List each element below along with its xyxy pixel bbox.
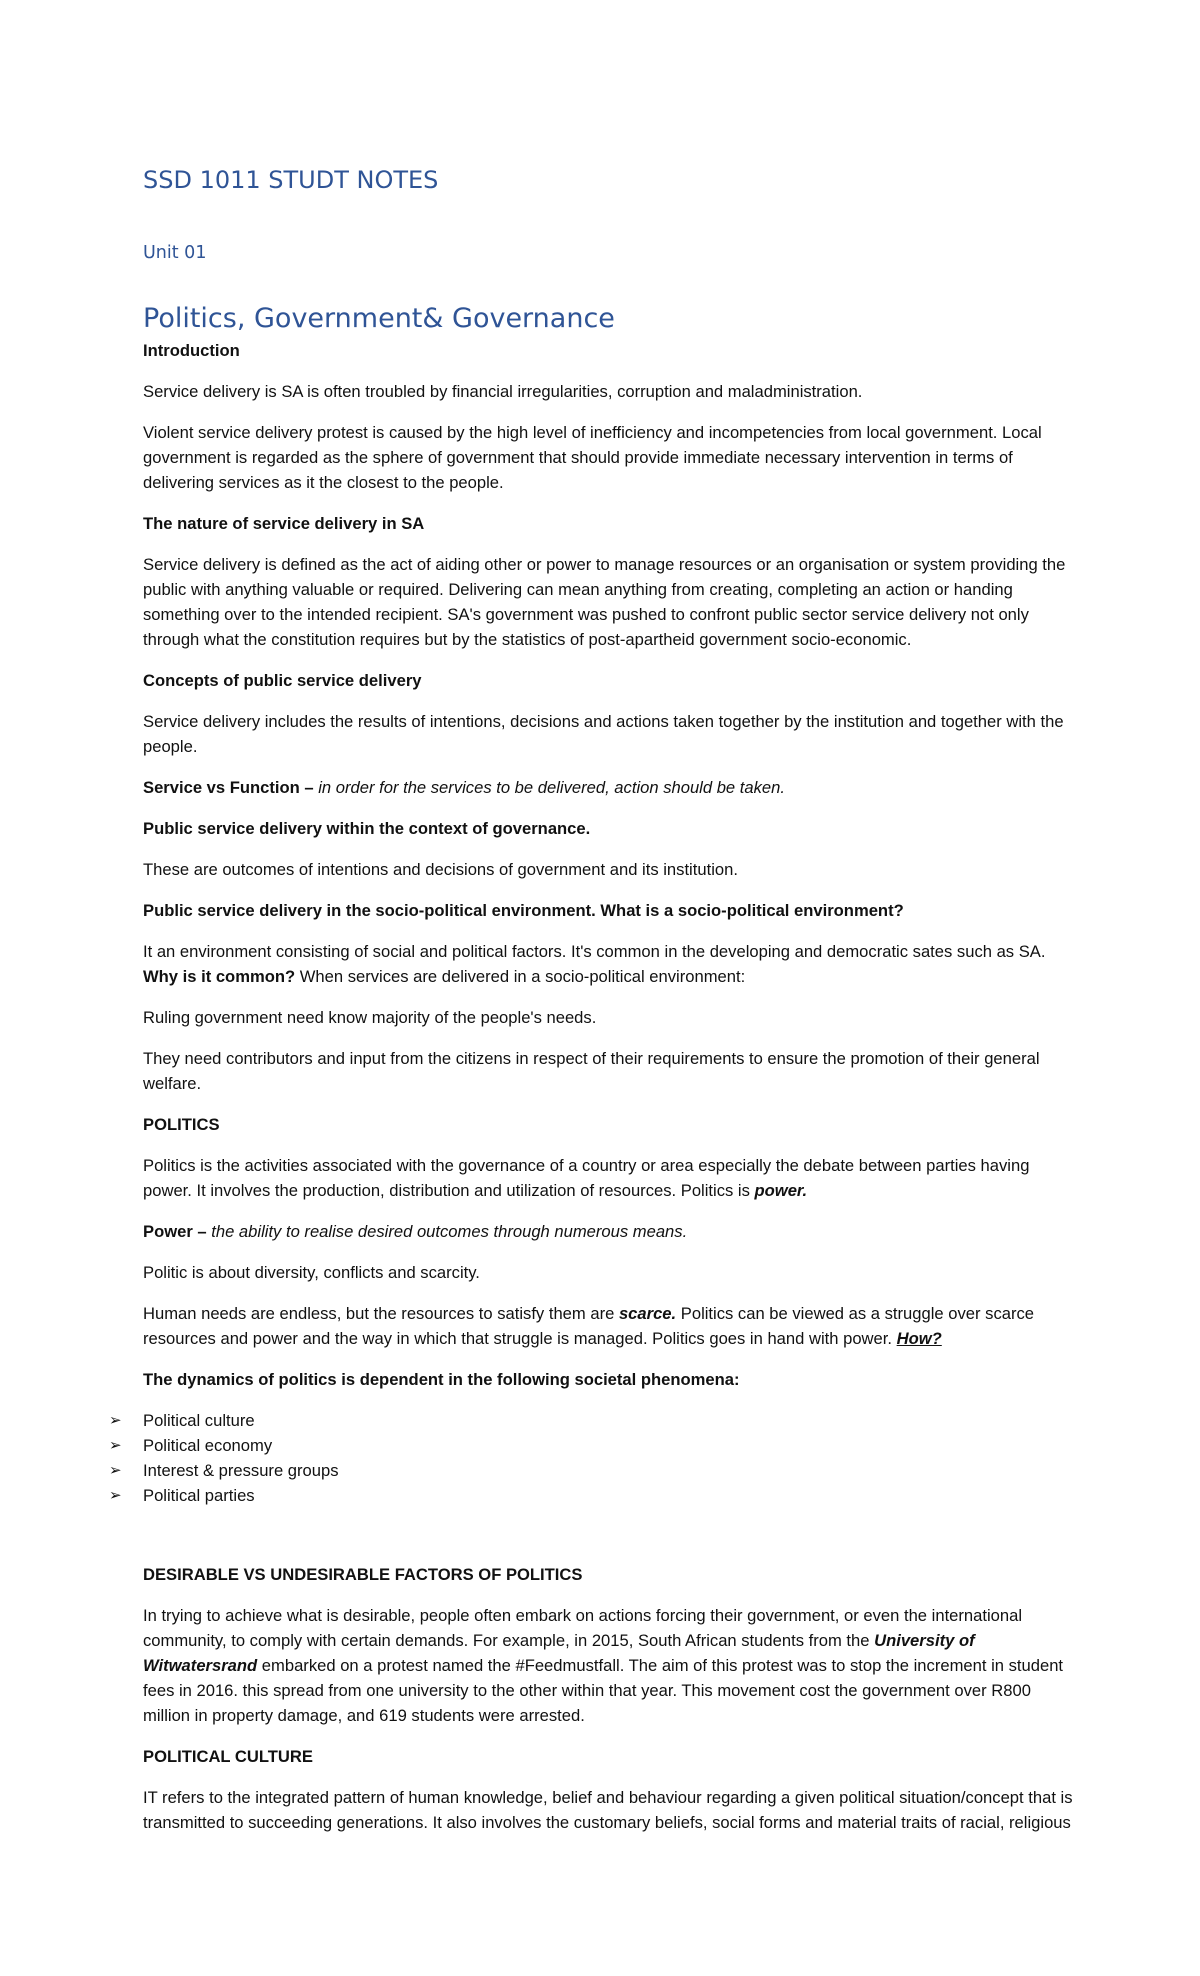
politics-heading: POLITICS (143, 1115, 220, 1134)
university-name: University of Witwatersrand (143, 1631, 975, 1675)
socio-text-a: It an environment consisting of social and political factors. It's common in the developing and democratic sates such as SA. (143, 942, 1046, 961)
document-title: SSD 1011 STUDT NOTES (143, 166, 439, 194)
needs-text-b: Politics can be viewed as a struggle over scarce resources and power and the way in which that struggle is managed. Politics goes in hand with power. (143, 1304, 1035, 1348)
political-culture-heading: POLITICAL CULTURE (143, 1747, 313, 1766)
desirable-text-a: In trying to achieve what is desirable, people often embark on actions forcing their government, or even the international community, to comply with certain demands. For example, in 2015, South African students from the (143, 1606, 1023, 1650)
socio-political-heading: Public service delivery in the socio-political environment. What is a socio-political environment? (143, 901, 904, 920)
unit-label: Unit 01 (143, 243, 207, 263)
list-item (109, 1433, 1078, 1458)
list-item-label: Political economy (143, 1436, 273, 1455)
socio-political-paragraph-1 (143, 939, 1078, 989)
socio-question: Why is it common? (143, 967, 296, 986)
nature-paragraph: Service delivery is defined as the act of aiding other or power to manage resources or an organisation or system providing the public with anything valuable or required. Delivering can mean anything from creating, completing an action or handing something over to the intended recipient. SA's government was pushed to confront public sector service delivery not only through what the constitution requires but by the statistics of post-apartheid government socio-economic. (143, 555, 1066, 649)
nature-heading: The nature of service delivery in SA (143, 514, 425, 533)
concepts-paragraph: Service delivery includes the results of intentions, decisions and actions taken together by the institution and together with the people. (143, 712, 1064, 756)
intro-heading: Introduction (143, 341, 240, 360)
arrow-bullet-icon: ➢ (109, 1462, 122, 1479)
needs-text-a: Human needs are endless, but the resources to satisfy them are (143, 1304, 619, 1323)
list-item-label: Political culture (143, 1411, 255, 1430)
needs-scarce-emphasis: scarce. (618, 1304, 677, 1323)
section-title: Politics, Government& Governance (143, 303, 615, 334)
list-item-label: Political parties (143, 1486, 255, 1505)
arrow-bullet-icon: ➢ (109, 1412, 122, 1429)
desirable-heading: DESIRABLE VS UNDESIRABLE FACTORS OF POLITICS (143, 1565, 583, 1584)
politics-text: Politics is the activities associated with the governance of a country or area especially the debate between parties having power. It involves the production, distribution and utilization of resources. Politics is (143, 1156, 1030, 1200)
arrow-bullet-icon: ➢ (109, 1437, 122, 1454)
arrow-bullet-icon: ➢ (109, 1487, 122, 1504)
socio-text-b: When services are delivered in a socio-political environment: (295, 967, 746, 986)
document-content (109, 160, 1078, 1851)
dynamics-heading: The dynamics of politics is dependent in the following societal phenomena: (143, 1370, 740, 1389)
service-vs-function-definition: in order for the services to be delivered, action should be taken. (313, 778, 785, 797)
power-term: Power – (143, 1222, 207, 1241)
power-definition: the ability to realise desired outcomes through numerous means. (206, 1222, 688, 1241)
service-vs-function-term: Service vs Function – (143, 778, 314, 797)
socio-political-paragraph-3: They need contributors and input from the citizens in respect of their requirements to ensure the promotion of their general welfare. (143, 1049, 1040, 1093)
list-item (109, 1408, 1078, 1433)
politics-paragraph (143, 1153, 1078, 1203)
political-culture-paragraph: IT refers to the integrated pattern of human knowledge, belief and behaviour regarding a given political situation/concept that is transmitted to succeeding generations. It also involves the customary beliefs, social forms and material traits of racial, religious (143, 1788, 1073, 1832)
politics-power-emphasis: power. (754, 1181, 808, 1200)
needs-paragraph (143, 1301, 1078, 1351)
needs-how-emphasis: How? (896, 1329, 942, 1348)
concepts-heading: Concepts of public service delivery (143, 671, 422, 690)
intro-paragraph-2: Violent service delivery protest is caused by the high level of inefficiency and incompetencies from local government. Local government is regarded as the sphere of government that should provide immediate necessary intervention in terms of delivering services as it the closest to the people. (143, 423, 1042, 492)
service-vs-function-paragraph (143, 775, 1078, 800)
list-item (109, 1483, 1078, 1508)
governance-paragraph: These are outcomes of intentions and decisions of government and its institution. (143, 860, 738, 879)
desirable-text-b: embarked on a protest named the #Feedmustfall. The aim of this protest was to stop the increment in student fees in 2016. this spread from one university to the other within that year. This movement cost the government over R800 million in property damage, and 619 students were arrested. (143, 1656, 1064, 1725)
list-item-label: Interest & pressure groups (143, 1461, 339, 1480)
diversity-paragraph: Politic is about diversity, conflicts and scarcity. (143, 1263, 480, 1282)
desirable-paragraph (143, 1603, 1078, 1728)
power-paragraph (143, 1219, 1078, 1244)
governance-heading: Public service delivery within the context of governance. (143, 819, 591, 838)
list-item (109, 1458, 1078, 1483)
phenomena-list (109, 1408, 1078, 1508)
socio-political-paragraph-2: Ruling government need know majority of the people's needs. (143, 1008, 597, 1027)
intro-paragraph-1: Service delivery is SA is often troubled by financial irregularities, corruption and maladministration. (143, 382, 863, 401)
